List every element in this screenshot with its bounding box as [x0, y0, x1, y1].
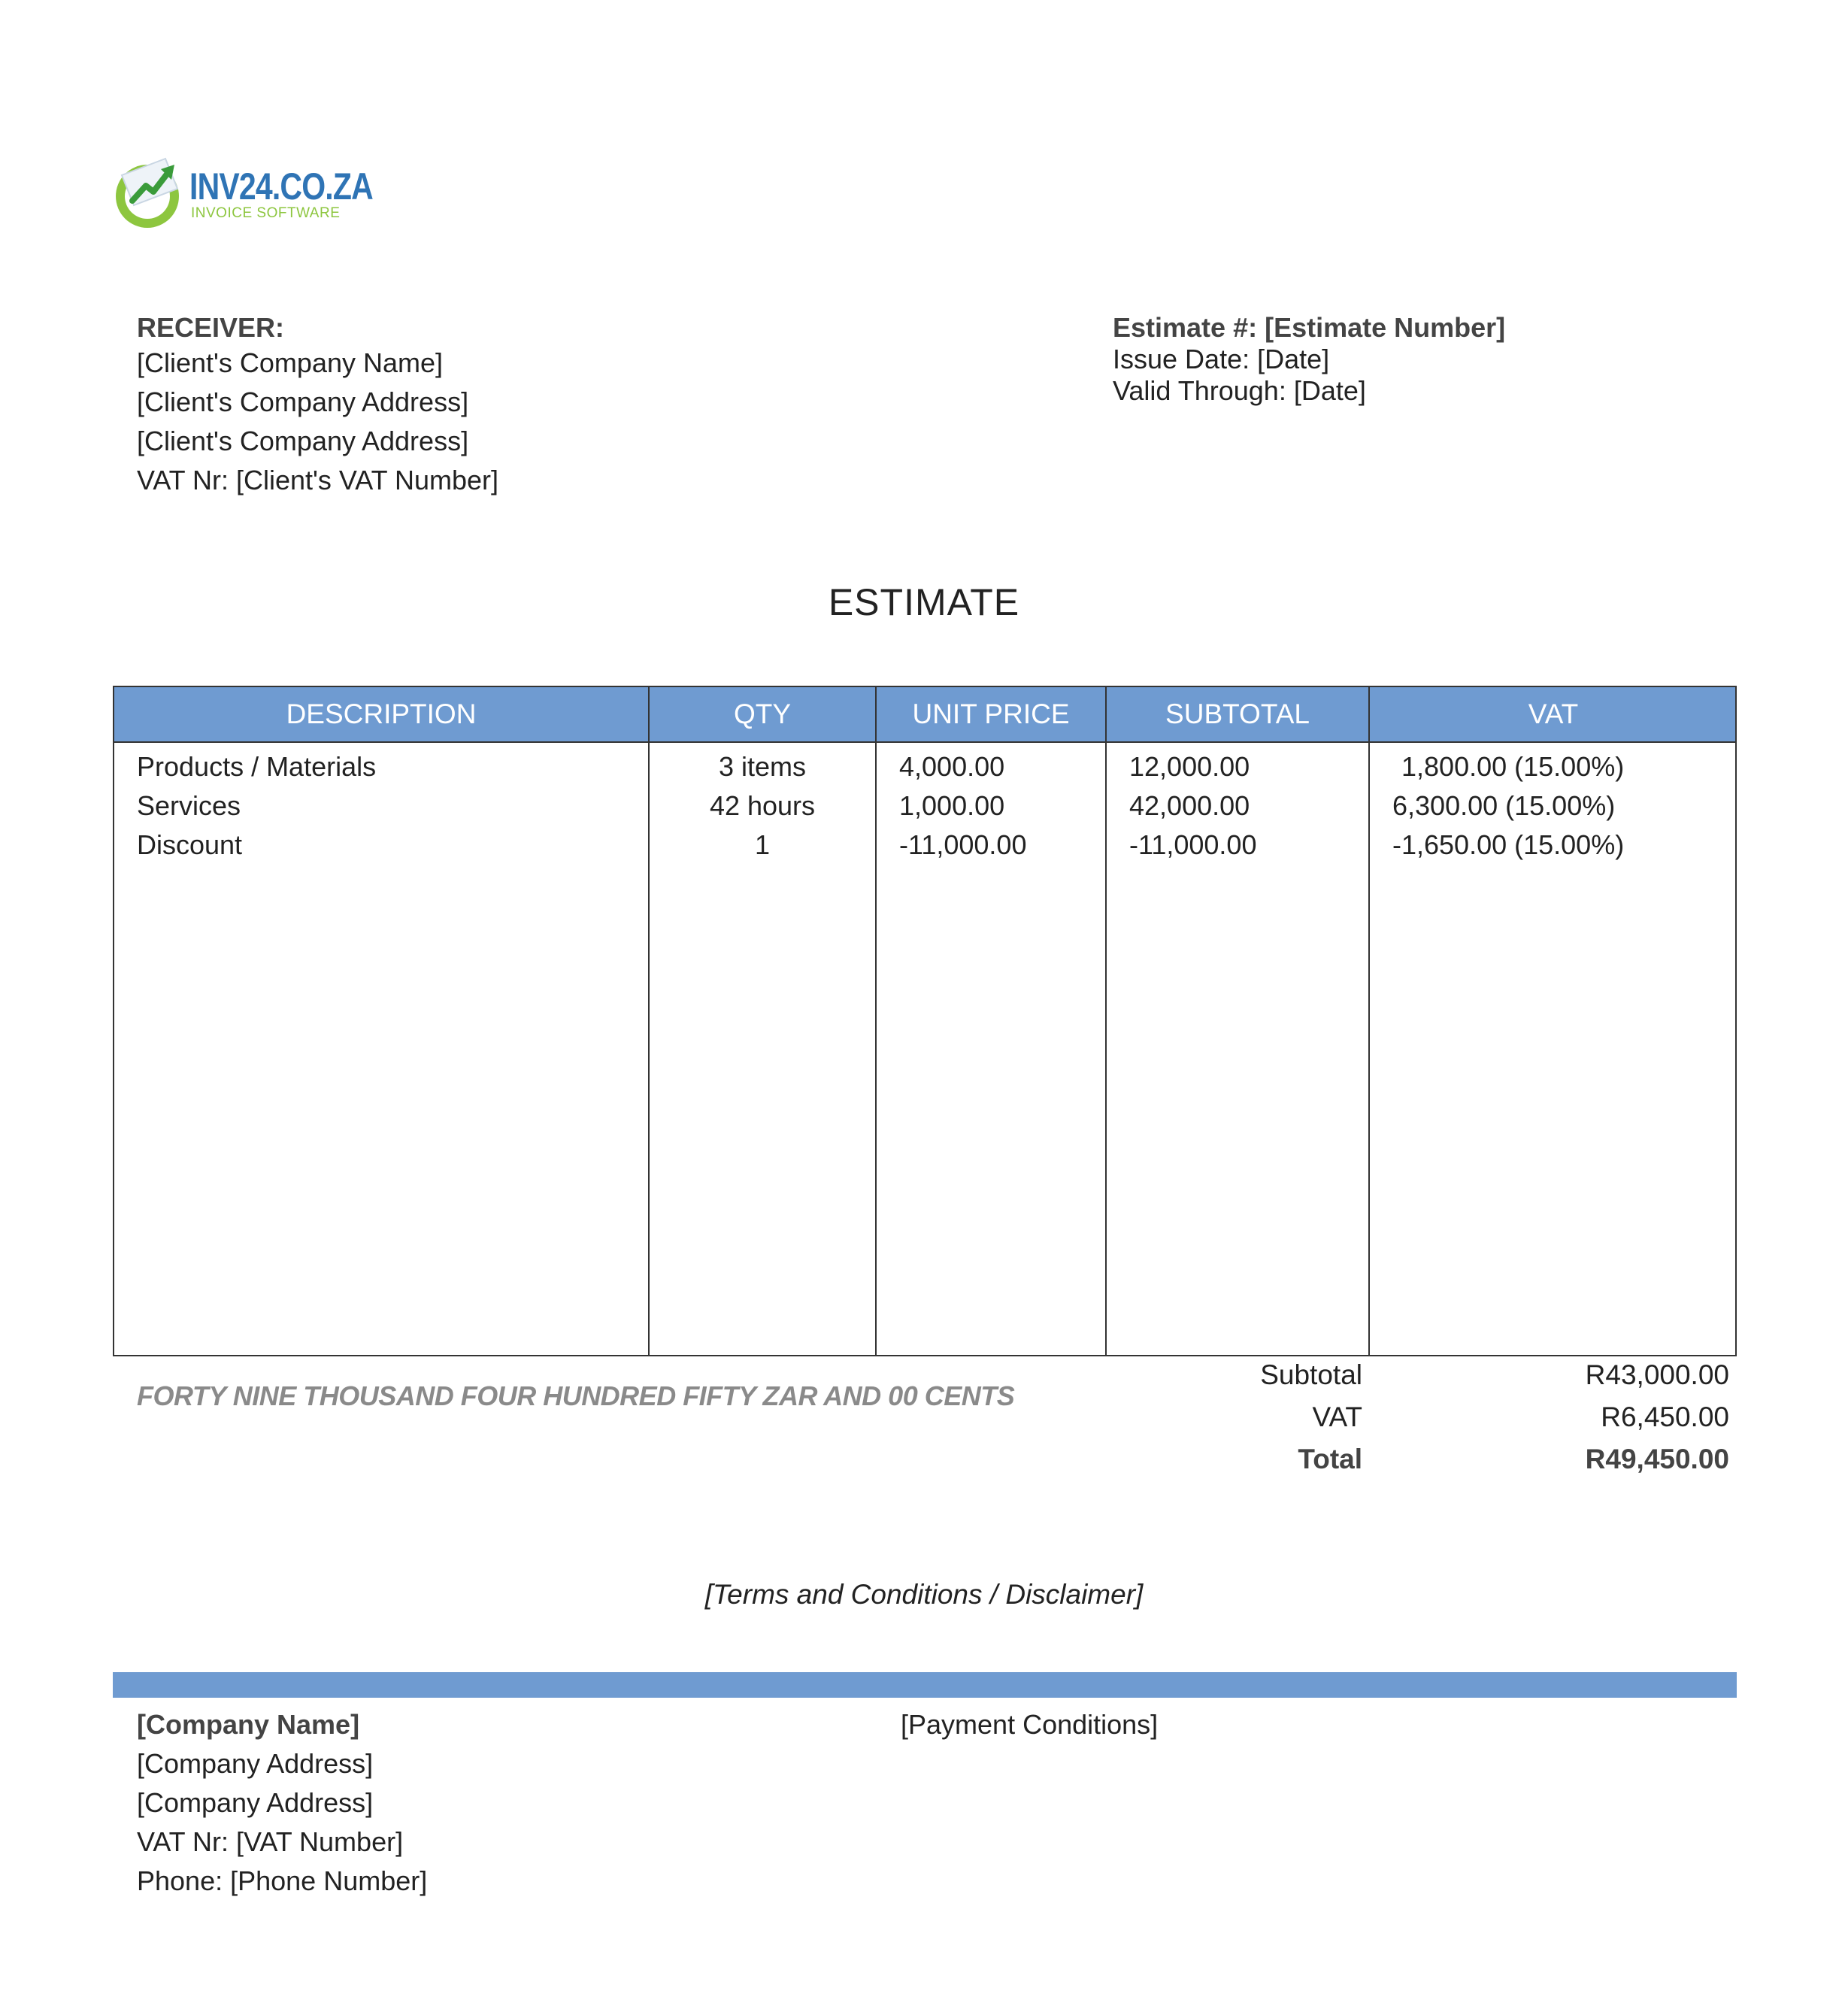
amount-in-words: FORTY NINE THOUSAND FOUR HUNDRED FIFTY ZAR AND 00 CENTS — [137, 1380, 1015, 1411]
row-3-description: Discount — [137, 829, 243, 860]
vat-total-label: VAT — [1312, 1401, 1362, 1432]
row-1-description: Products / Materials — [137, 751, 377, 782]
receiver-address-line-1: [Client's Company Address] — [137, 386, 469, 417]
grand-total-value: R49,450.00 — [1585, 1444, 1729, 1474]
footer-company-name: [Company Name] — [137, 1709, 360, 1740]
receiver-company-name: [Client's Company Name] — [137, 347, 444, 378]
issue-date: Issue Date: [Date] — [1113, 344, 1330, 374]
footer-address-line-2: [Company Address] — [137, 1787, 374, 1818]
company-logo — [113, 154, 373, 237]
row-2-description: Services — [137, 790, 241, 821]
column-divider — [1105, 687, 1107, 1355]
grand-total-label: Total — [1298, 1444, 1362, 1474]
vat-total-value: R6,450.00 — [1601, 1401, 1729, 1432]
header-subtotal: SUBTOTAL — [1165, 698, 1310, 729]
header-unit-price: UNIT PRICE — [912, 698, 1070, 729]
header-qty: QTY — [733, 698, 792, 729]
row-2-subtotal: 42,000.00 — [1129, 790, 1250, 821]
column-divider — [1368, 687, 1370, 1355]
row-3-subtotal: -11,000.00 — [1129, 829, 1257, 860]
row-3-qty: 1 — [754, 829, 771, 860]
row-3-unit-price: -11,000.00 — [899, 829, 1027, 860]
receiver-address-line-2: [Client's Company Address] — [137, 426, 469, 456]
receiver-block — [137, 312, 498, 500]
subtotal-label: Subtotal — [1260, 1359, 1362, 1390]
row-2-unit-price: 1,000.00 — [899, 790, 1005, 821]
valid-through-date: Valid Through: [Date] — [1113, 375, 1366, 406]
footer-divider-bar — [113, 1672, 1737, 1698]
terms-and-conditions: [Terms and Conditions / Disclaimer] — [704, 1579, 1144, 1610]
row-2-vat: 6,300.00 (15.00%) — [1392, 790, 1616, 821]
column-divider — [875, 687, 877, 1355]
row-1-unit-price: 4,000.00 — [899, 751, 1005, 782]
header-description: DESCRIPTION — [286, 698, 477, 729]
row-1-subtotal: 12,000.00 — [1129, 751, 1250, 782]
document-title: ESTIMATE — [828, 581, 1020, 623]
estimate-number: Estimate #: [Estimate Number] — [1113, 312, 1506, 343]
footer-phone-number: Phone: [Phone Number] — [137, 1865, 428, 1896]
row-1-vat: 1,800.00 (15.00%) — [1401, 751, 1625, 782]
receiver-heading: RECEIVER: — [137, 312, 285, 343]
header-vat: VAT — [1528, 698, 1579, 729]
row-1-qty: 3 items — [718, 751, 807, 782]
logo-emblem-icon — [113, 154, 188, 229]
receiver-lines — [137, 344, 498, 500]
receiver-vat-number: VAT Nr: [Client's VAT Number] — [137, 465, 498, 495]
footer-address-line-1: [Company Address] — [137, 1748, 374, 1779]
footer-company-block — [137, 1705, 427, 1901]
line-items-table — [113, 686, 1737, 1356]
footer-vat-number: VAT Nr: [VAT Number] — [137, 1826, 404, 1857]
payment-conditions: [Payment Conditions] — [901, 1709, 1159, 1740]
row-3-vat: -1,650.00 (15.00%) — [1392, 829, 1625, 860]
logo-brand-text: INV24.CO.ZA — [189, 165, 373, 208]
estimate-meta-block — [1113, 312, 1505, 407]
logo-tagline: INVOICE SOFTWARE — [191, 205, 341, 221]
subtotal-value: R43,000.00 — [1585, 1359, 1729, 1390]
row-2-qty: 42 hours — [709, 790, 816, 821]
